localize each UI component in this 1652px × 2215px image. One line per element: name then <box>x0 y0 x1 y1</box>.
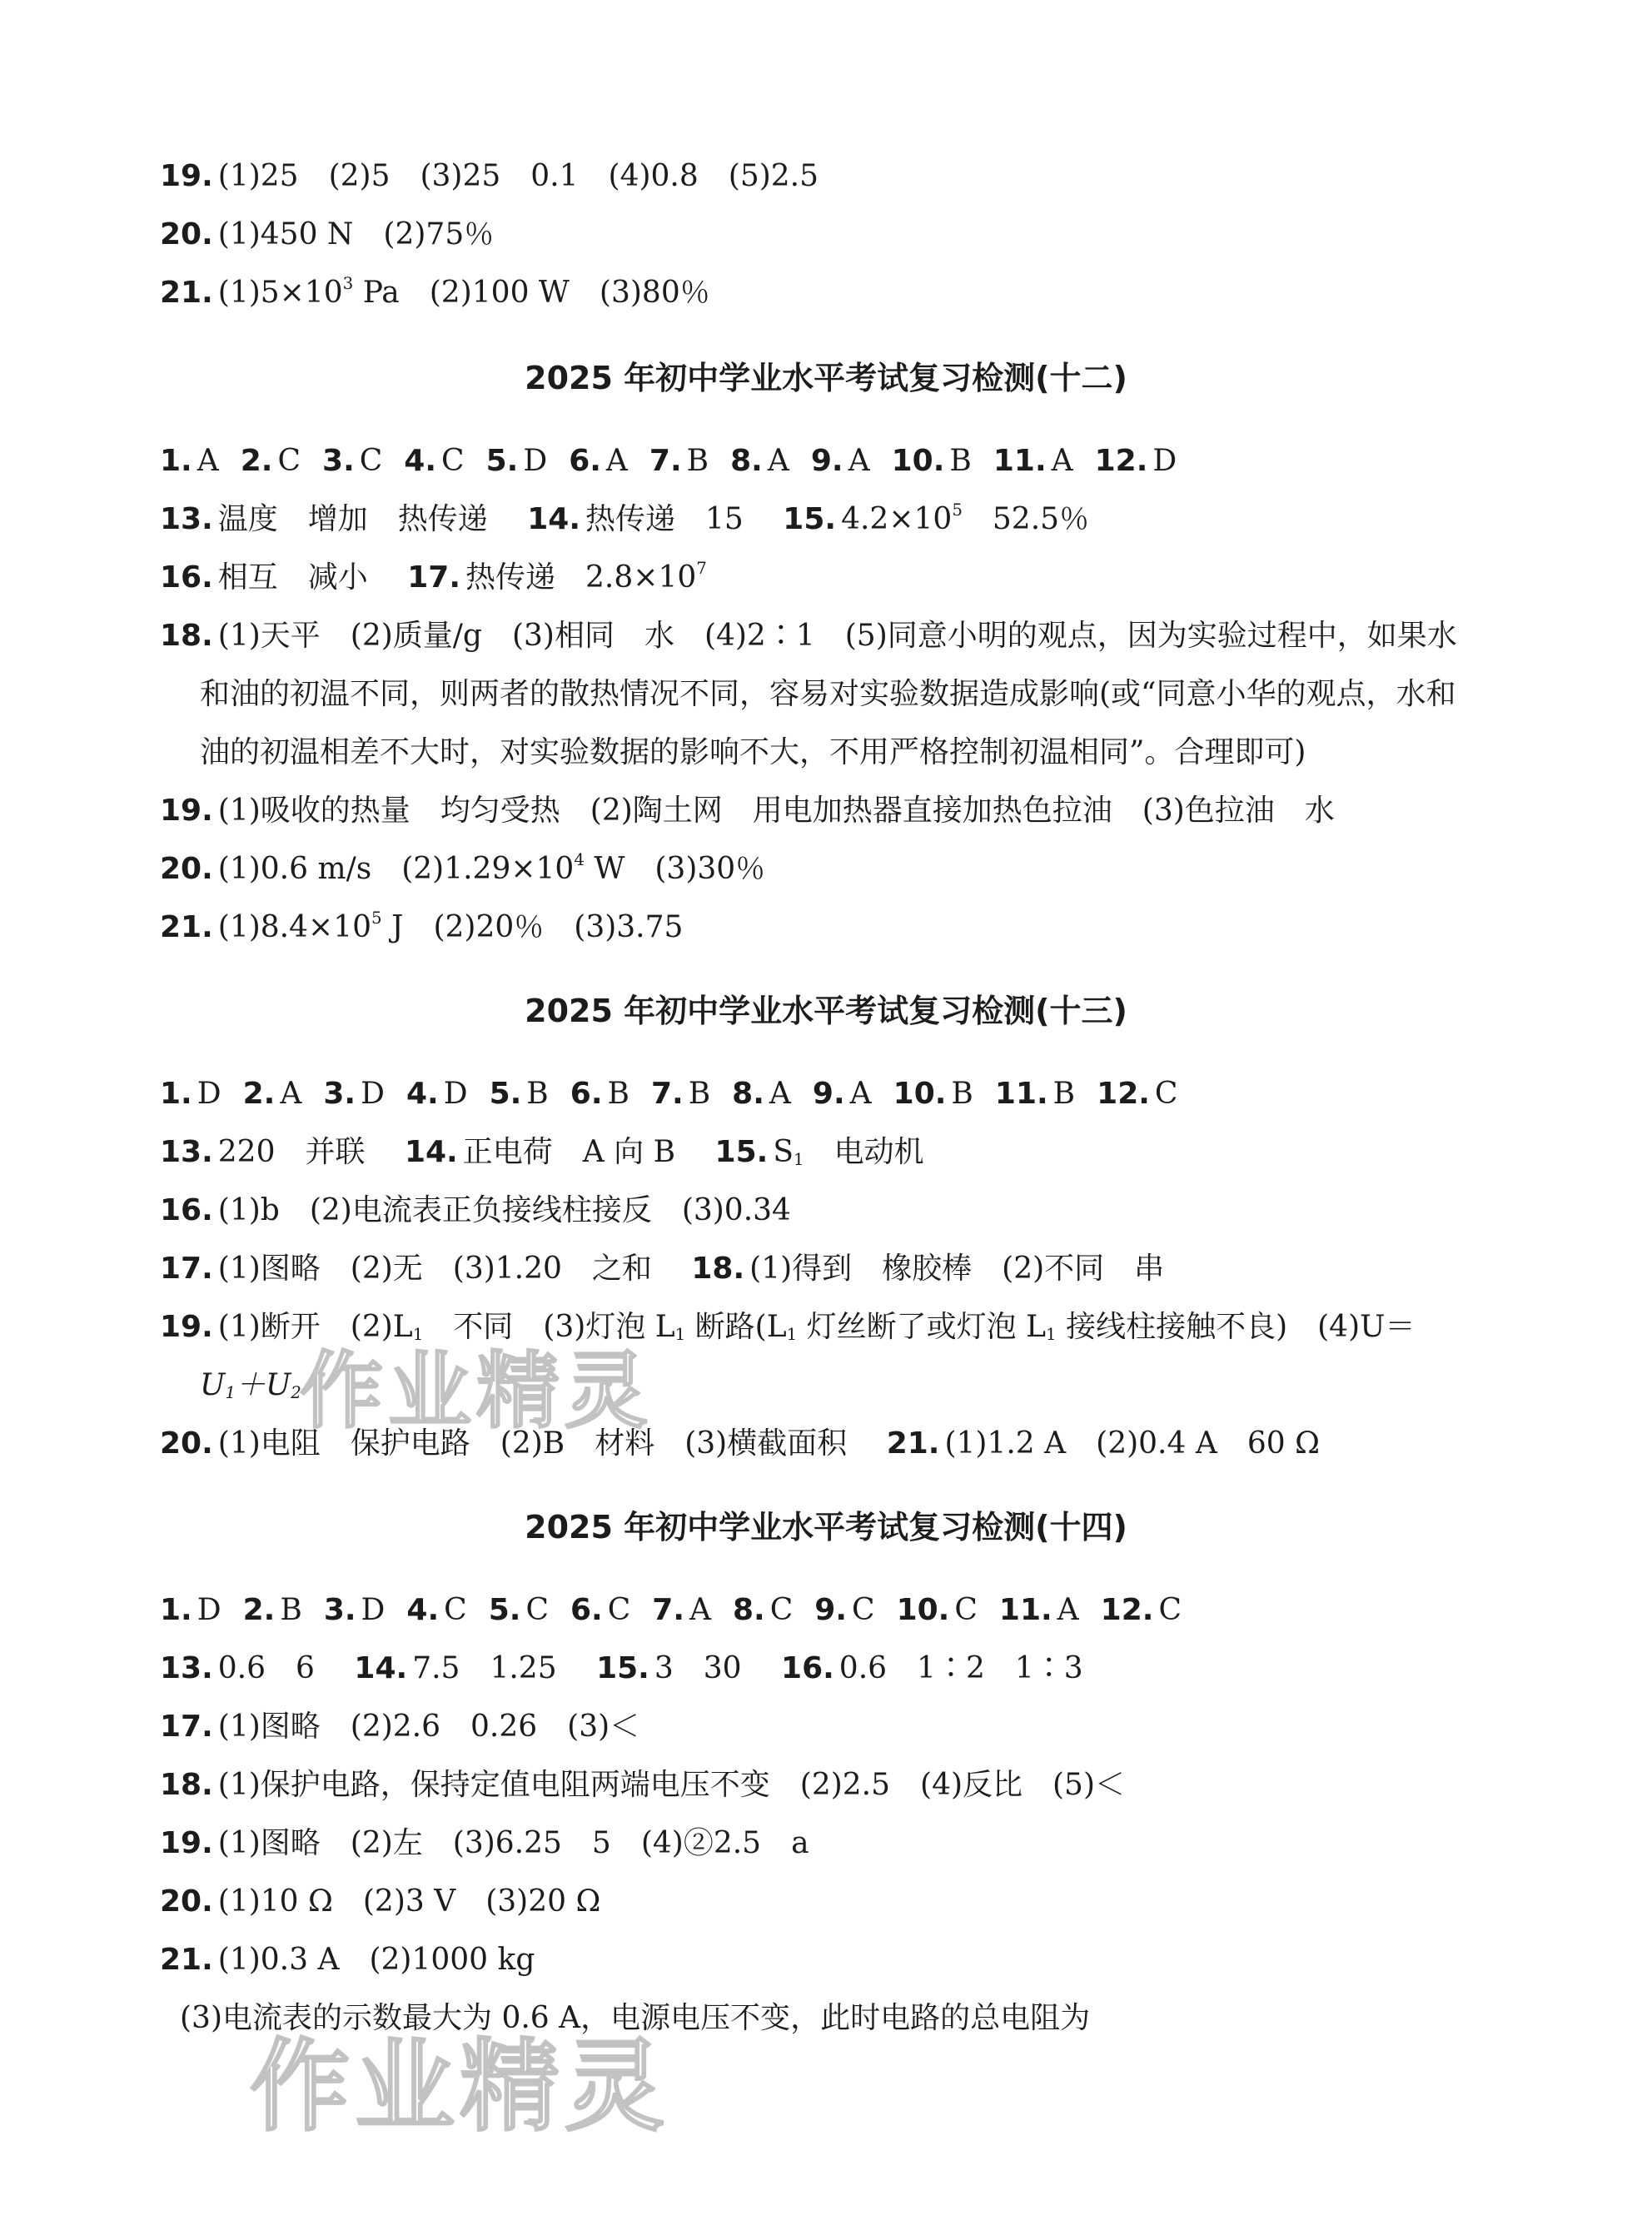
choice-answer: B <box>951 1077 973 1111</box>
choice-answer: D <box>361 1077 385 1111</box>
choice-answer: D <box>523 444 548 478</box>
subscript: 1 <box>674 1324 686 1344</box>
answer-text: (1)25 (2)5 (3)25 0.1 (4)0.8 (5)2.5 <box>217 159 819 193</box>
question-number: 8. <box>730 444 763 478</box>
answer-text: (1)天平 (2)质量/g (3)相同 水 (4)2∶1 (5)同意小明的观点，因为实验过程中，如果水 <box>217 619 1457 653</box>
choice-answer: B <box>949 444 972 478</box>
question-number: 10. <box>896 1593 950 1627</box>
question-number: 2. <box>240 444 273 478</box>
answer-text: (1)得到 橡胶棒 (2)不同 串 <box>749 1252 1165 1286</box>
choice-answer: A <box>849 1077 872 1111</box>
answer-text: J (2)20％ (3)3.75 <box>381 910 684 944</box>
answer-line <box>160 1191 1509 1231</box>
section-title: 2025 年初中学业水平考试复习检测(十二) <box>525 360 1127 396</box>
superscript: 4 <box>574 850 585 870</box>
answer-line <box>160 1824 1509 1864</box>
answer-text: 3 30 <box>654 1651 742 1685</box>
question-number: 15. <box>596 1651 649 1685</box>
subscript: 1 <box>786 1324 798 1344</box>
question-number: 10. <box>893 1077 947 1111</box>
question-number: 1. <box>160 444 192 478</box>
answer-text: (1)1.2 A (2)0.4 A 60 Ω <box>944 1426 1320 1461</box>
question-number: 17. <box>160 1252 213 1286</box>
answer-text: (1)断开 (2)L <box>217 1310 413 1344</box>
choice-answer: C <box>954 1593 978 1627</box>
answer-text: (1)图略 (2)无 (3)1.20 之和 <box>217 1252 652 1286</box>
question-number: 15. <box>714 1135 769 1169</box>
answer-text: 4.2×10 <box>841 502 953 536</box>
answer-line <box>160 616 1509 656</box>
question-number: 20. <box>160 1426 213 1461</box>
answer-text: 52.5％ <box>962 502 1090 536</box>
question-number: 6. <box>570 1593 603 1627</box>
question-number: 10. <box>891 444 945 478</box>
choice-answer: C <box>1154 1077 1178 1111</box>
answer-text: (1)图略 (2)2.6 0.26 (3)＜ <box>217 1710 640 1744</box>
answer-text: 热传递 15 <box>585 502 744 536</box>
question-number: 9. <box>814 1593 848 1627</box>
question-number: 17. <box>160 1710 213 1744</box>
question-number: 11. <box>994 1077 1048 1111</box>
question-number: 3. <box>323 1593 356 1627</box>
question-number: 1. <box>160 1593 192 1627</box>
choice-answer: A <box>605 444 628 478</box>
choice-answer: A <box>767 444 789 478</box>
answer-text: 温度 增加 热传递 <box>217 502 488 536</box>
choice-answer: C <box>607 1593 631 1627</box>
question-number: 19. <box>160 1826 213 1860</box>
question-number: 18. <box>160 1768 213 1802</box>
answer-text: 断路(L <box>685 1310 787 1344</box>
choice-answer: B <box>688 1077 711 1111</box>
question-number: 2. <box>242 1593 276 1627</box>
choice-answer: A <box>1051 444 1073 478</box>
answer-text: 相互 减小 <box>217 560 368 595</box>
answer-text: (1)0.6 m/s (2)1.29×10 <box>217 852 575 886</box>
choice-answer: B <box>1052 1077 1076 1111</box>
choice-answer: A <box>1057 1593 1079 1627</box>
answer-text: (1)10 Ω (2)3 V (3)20 Ω <box>217 1884 601 1919</box>
answer-text: S <box>773 1135 794 1169</box>
section-title: 2025 年初中学业水平考试复习检测(十三) <box>525 993 1127 1029</box>
choice-answer: D <box>197 1077 221 1111</box>
answer-line <box>160 1249 1509 1289</box>
choice-answer: A <box>280 1077 302 1111</box>
question-number: 2. <box>242 1077 276 1111</box>
choice-answer: C <box>441 444 465 478</box>
question-number: 4. <box>406 1077 439 1111</box>
question-number: 6. <box>570 1077 603 1111</box>
multiple-choice-row <box>160 1074 1509 1114</box>
question-number: 17. <box>407 560 461 595</box>
choice-answer: B <box>686 444 709 478</box>
answer-text: 7.5 1.25 <box>412 1651 557 1685</box>
multiple-choice-row <box>160 1590 1509 1630</box>
question-number: 13. <box>160 1135 213 1169</box>
question-number: 16. <box>781 1651 834 1685</box>
answer-text: 热传递 2.8×10 <box>465 560 697 595</box>
superscript: 3 <box>342 274 354 294</box>
answer-text: (1)b (2)电流表正负接线柱接反 (3)0.34 <box>217 1193 791 1227</box>
choice-answer: D <box>1152 444 1177 478</box>
question-number: 9. <box>810 444 843 478</box>
question-number: 18. <box>160 619 213 653</box>
answer-text: U <box>200 1368 226 1402</box>
choice-answer: D <box>197 1593 221 1627</box>
question-number: 21. <box>160 910 213 944</box>
answer-text: 电动机 <box>804 1135 924 1169</box>
question-number: 21. <box>886 1426 940 1461</box>
choice-answer: C <box>525 1593 549 1627</box>
subscript: 1 <box>225 1382 236 1402</box>
choice-answer: C <box>444 1593 467 1627</box>
answer-text: 220 并联 <box>217 1135 366 1169</box>
answer-text: (1)图略 (2)左 (3)6.25 5 (4)②2.5 a <box>217 1826 809 1860</box>
answer-line <box>160 500 1509 540</box>
multiple-choice-row <box>160 441 1509 481</box>
answer-text: (1)保护电路，保持定值电阻两端电压不变 (2)2.5 (4)反比 (5)＜ <box>217 1768 1126 1802</box>
choice-answer: C <box>852 1593 875 1627</box>
question-number: 7. <box>650 1077 684 1111</box>
answer-line <box>160 558 1509 598</box>
answer-continuation: (3)电流表的示数最大为 0.6 A，电源电压不变，此时电路的总电阻为 <box>180 2001 1091 2035</box>
choice-answer: C <box>277 444 301 478</box>
question-number: 5. <box>489 1077 522 1111</box>
subscript: 1 <box>412 1324 424 1344</box>
choice-answer: C <box>1158 1593 1182 1627</box>
question-number: 20. <box>160 217 213 251</box>
answer-text: W (3)30％ <box>584 852 766 886</box>
question-number: 16. <box>160 1193 213 1227</box>
answer-text: (1)0.3 A (2)1000 kg <box>217 1943 535 1977</box>
question-number: 8. <box>733 1593 765 1627</box>
watermark: 作业精灵 <box>300 1342 653 1440</box>
answer-text: 0.6 1∶2 1∶3 <box>838 1651 1083 1685</box>
section-title: 2025 年初中学业水平考试复习检测(十四) <box>525 1509 1127 1546</box>
answer-line <box>160 157 1509 197</box>
question-number: 15. <box>783 502 837 536</box>
answer-line <box>160 1940 1509 1980</box>
watermark: 作业精灵 <box>250 2029 669 2145</box>
answer-text: ＋U <box>235 1368 291 1402</box>
superscript: 7 <box>696 559 707 579</box>
answer-text: 0.6 6 <box>217 1651 315 1685</box>
choice-answer: D <box>443 1077 468 1111</box>
subscript: 2 <box>291 1382 301 1402</box>
answer-line <box>160 1707 1509 1747</box>
answer-continuation: 油的初温相差不大时，对实验数据的影响不大，不用严格控制初温相同”。合理即可) <box>200 735 1306 769</box>
choice-answer: A <box>197 444 219 478</box>
answer-text: 灯丝断了或灯泡 L <box>797 1310 1047 1344</box>
question-number: 13. <box>160 502 213 536</box>
question-number: 20. <box>160 1884 213 1919</box>
answer-line <box>160 1132 1509 1172</box>
question-number: 19. <box>160 159 213 193</box>
question-number: 4. <box>404 444 437 478</box>
superscript: 5 <box>952 500 963 520</box>
answer-text: 不同 (3)灯泡 L <box>423 1310 675 1344</box>
question-number: 7. <box>652 1593 684 1627</box>
question-number: 4. <box>406 1593 440 1627</box>
question-number: 12. <box>1100 1593 1154 1627</box>
question-number: 14. <box>527 502 581 536</box>
question-number: 3. <box>322 444 355 478</box>
question-number: 9. <box>812 1077 845 1111</box>
choice-answer: D <box>361 1593 386 1627</box>
answer-line <box>160 1649 1509 1689</box>
question-number: 8. <box>732 1077 764 1111</box>
question-number: 19. <box>160 794 213 828</box>
question-number: 14. <box>404 1135 458 1169</box>
answer-line <box>160 1882 1509 1922</box>
answer-line <box>160 908 1509 948</box>
answer-text: Pa (2)100 W (3)80％ <box>353 276 710 310</box>
choice-answer: B <box>607 1077 629 1111</box>
question-number: 16. <box>160 560 213 595</box>
choice-answer: C <box>769 1593 794 1627</box>
answer-text: 正电荷 A 向 B <box>462 1135 676 1169</box>
question-number: 6. <box>569 444 601 478</box>
answer-text: (1)5×10 <box>217 276 343 310</box>
question-number: 12. <box>1094 444 1148 478</box>
subscript: 1 <box>793 1149 804 1169</box>
question-number: 5. <box>485 444 519 478</box>
question-number: 1. <box>160 1077 192 1111</box>
question-number: 21. <box>160 1943 213 1977</box>
answer-text: (1)450 N (2)75％ <box>217 217 495 251</box>
choice-answer: C <box>359 444 383 478</box>
question-number: 18. <box>691 1252 745 1286</box>
answer-line <box>160 215 1509 255</box>
answer-text: 接线柱接触不良) (4)U＝ <box>1056 1310 1416 1344</box>
question-number: 11. <box>998 1593 1052 1627</box>
question-number: 12. <box>1097 1077 1150 1111</box>
question-number: 21. <box>160 276 213 310</box>
question-number: 20. <box>160 852 213 886</box>
answer-line <box>160 1765 1509 1805</box>
question-number: 14. <box>354 1651 408 1685</box>
answer-text: (1)8.4×10 <box>217 910 371 944</box>
question-number: 3. <box>323 1077 356 1111</box>
answer-text: (1)电阻 保护电路 (2)B 材料 (3)横截面积 <box>217 1426 848 1461</box>
answer-line <box>160 849 1509 889</box>
question-number: 19. <box>160 1310 213 1344</box>
answer-continuation: 和油的初温不同，则两者的散热情况不同，容易对实验数据造成影响(或“同意小华的观点，水和 <box>200 677 1456 711</box>
answer-line <box>160 273 1509 313</box>
superscript: 5 <box>371 908 382 928</box>
question-number: 7. <box>649 444 682 478</box>
choice-answer: A <box>689 1593 711 1627</box>
choice-answer: A <box>848 444 870 478</box>
choice-answer: B <box>280 1593 302 1627</box>
question-number: 13. <box>160 1651 213 1685</box>
answer-text: (1)吸收的热量 均匀受热 (2)陶土网 用电加热器直接加热色拉油 (3)色拉油 水 <box>217 794 1335 828</box>
subscript: 1 <box>1046 1324 1057 1344</box>
answer-line <box>160 791 1509 831</box>
choice-answer: A <box>769 1077 791 1111</box>
choice-answer: B <box>526 1077 549 1111</box>
question-number: 5. <box>488 1593 521 1627</box>
question-number: 11. <box>993 444 1047 478</box>
